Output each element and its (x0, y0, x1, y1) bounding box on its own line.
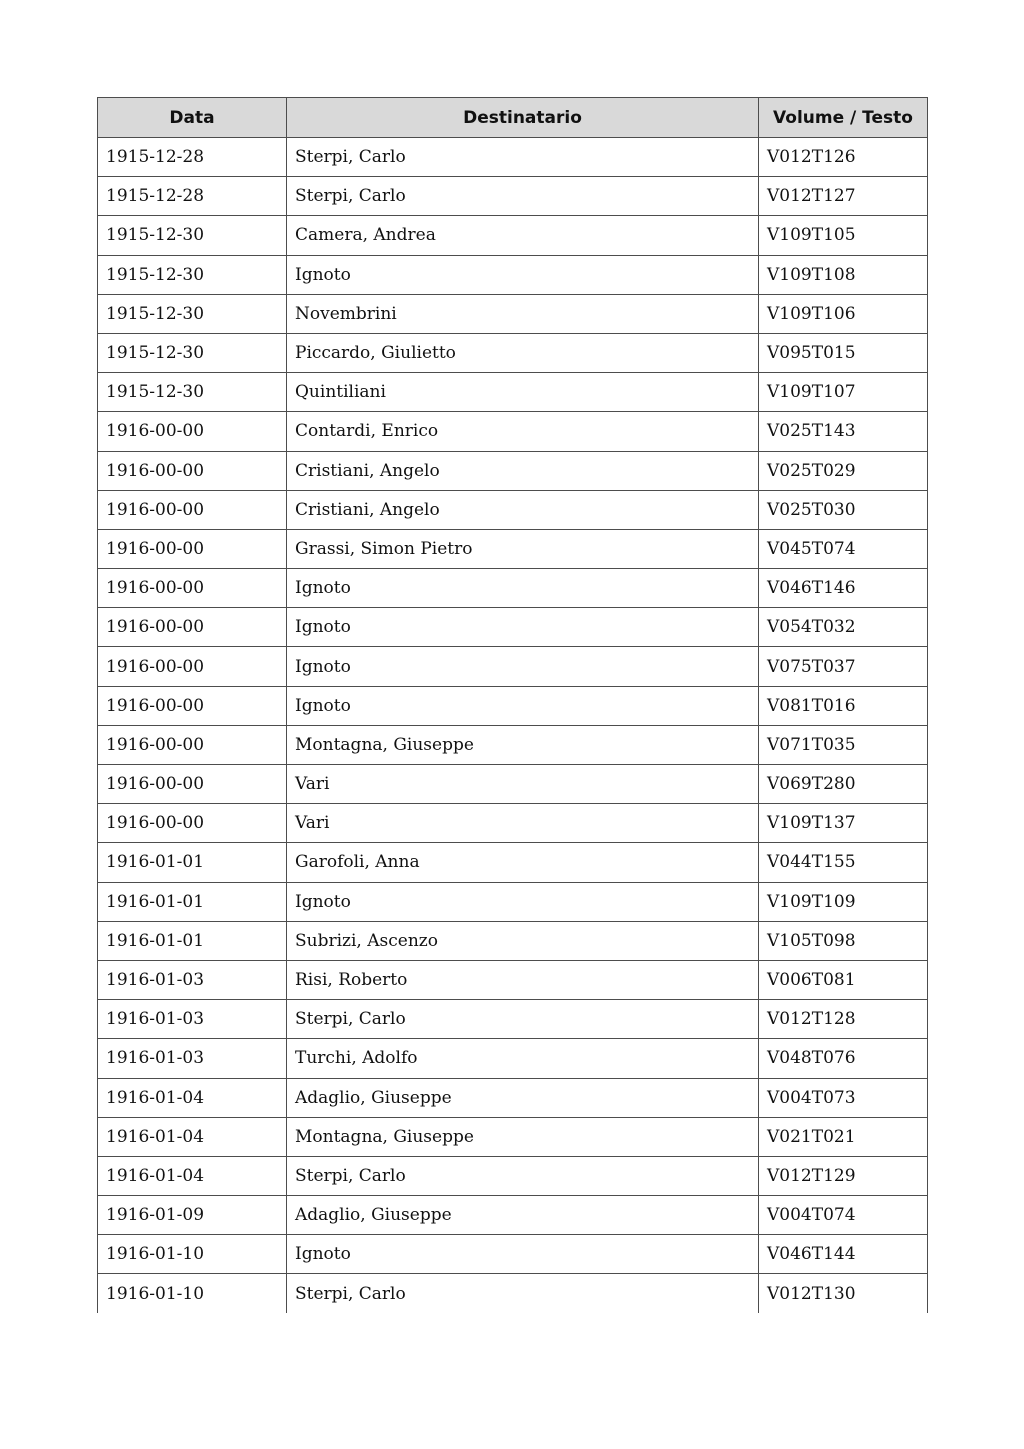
volume-text-cell: V025T030 (759, 490, 928, 529)
recipient-cell: Sterpi, Carlo (287, 177, 759, 216)
date-cell: 1916-00-00 (98, 529, 287, 568)
date-cell: 1916-00-00 (98, 686, 287, 725)
volume-text-cell: V075T037 (759, 647, 928, 686)
volume-text-cell: V046T146 (759, 569, 928, 608)
volume-text-cell: V012T127 (759, 177, 928, 216)
recipient-cell: Camera, Andrea (287, 216, 759, 255)
volume-text-cell: V109T109 (759, 882, 928, 921)
table-row (98, 255, 928, 294)
recipient-cell: Cristiani, Angelo (287, 490, 759, 529)
date-cell: 1916-00-00 (98, 490, 287, 529)
recipient-cell: Ignoto (287, 647, 759, 686)
recipient-cell: Adaglio, Giuseppe (287, 1078, 759, 1117)
date-cell: 1915-12-30 (98, 255, 287, 294)
recipient-cell: Ignoto (287, 686, 759, 725)
recipient-cell: Ignoto (287, 882, 759, 921)
recipient-cell: Ignoto (287, 255, 759, 294)
recipient-cell: Cristiani, Angelo (287, 451, 759, 490)
table-row (98, 1156, 928, 1195)
date-cell: 1915-12-30 (98, 333, 287, 372)
table-row (98, 216, 928, 255)
volume-text-cell: V105T098 (759, 921, 928, 960)
volume-text-cell: V025T029 (759, 451, 928, 490)
table-row (98, 1117, 928, 1156)
volume-text-cell: V109T137 (759, 804, 928, 843)
recipient-cell: Sterpi, Carlo (287, 138, 759, 177)
table-row (98, 451, 928, 490)
date-cell: 1916-01-01 (98, 882, 287, 921)
volume-text-cell: V025T143 (759, 412, 928, 451)
table-row (98, 960, 928, 999)
date-cell: 1916-01-09 (98, 1196, 287, 1235)
date-cell: 1916-00-00 (98, 647, 287, 686)
table-row (98, 843, 928, 882)
volume-text-cell: V045T074 (759, 529, 928, 568)
volume-text-cell: V012T128 (759, 1000, 928, 1039)
recipient-cell: Ignoto (287, 608, 759, 647)
column-header-data: Data (98, 98, 287, 138)
date-cell: 1916-01-04 (98, 1156, 287, 1195)
recipient-cell: Vari (287, 804, 759, 843)
table-row (98, 177, 928, 216)
date-cell: 1916-01-10 (98, 1274, 287, 1313)
date-cell: 1915-12-30 (98, 294, 287, 333)
date-cell: 1916-00-00 (98, 765, 287, 804)
recipient-cell: Turchi, Adolfo (287, 1039, 759, 1078)
date-cell: 1915-12-28 (98, 177, 287, 216)
volume-text-cell: V109T107 (759, 373, 928, 412)
volume-text-cell: V109T106 (759, 294, 928, 333)
date-cell: 1916-00-00 (98, 725, 287, 764)
recipient-cell: Sterpi, Carlo (287, 1156, 759, 1195)
volume-text-cell: V046T144 (759, 1235, 928, 1274)
table-row (98, 882, 928, 921)
column-header-volume-testo: Volume / Testo (759, 98, 928, 138)
recipient-cell: Garofoli, Anna (287, 843, 759, 882)
table-row (98, 333, 928, 372)
date-cell: 1916-01-03 (98, 1039, 287, 1078)
date-cell: 1916-01-01 (98, 921, 287, 960)
volume-text-cell: V004T073 (759, 1078, 928, 1117)
volume-text-cell: V012T130 (759, 1274, 928, 1313)
table-row (98, 529, 928, 568)
volume-text-cell: V048T076 (759, 1039, 928, 1078)
table-row (98, 490, 928, 529)
table-row (98, 138, 928, 177)
recipient-cell: Ignoto (287, 569, 759, 608)
table-row (98, 1235, 928, 1274)
volume-text-cell: V069T280 (759, 765, 928, 804)
table-header (98, 98, 928, 138)
table-row (98, 804, 928, 843)
volume-text-cell: V004T074 (759, 1196, 928, 1235)
date-cell: 1916-00-00 (98, 451, 287, 490)
recipient-cell: Sterpi, Carlo (287, 1000, 759, 1039)
table-row (98, 1196, 928, 1235)
date-cell: 1916-01-03 (98, 1000, 287, 1039)
table-row (98, 1078, 928, 1117)
recipient-cell: Subrizi, Ascenzo (287, 921, 759, 960)
date-cell: 1916-01-04 (98, 1078, 287, 1117)
recipient-cell: Ignoto (287, 1235, 759, 1274)
date-cell: 1916-01-10 (98, 1235, 287, 1274)
date-cell: 1916-00-00 (98, 569, 287, 608)
recipient-cell: Grassi, Simon Pietro (287, 529, 759, 568)
table-row (98, 569, 928, 608)
date-cell: 1915-12-30 (98, 373, 287, 412)
volume-text-cell: V109T108 (759, 255, 928, 294)
table-row (98, 725, 928, 764)
date-cell: 1916-01-04 (98, 1117, 287, 1156)
recipient-cell: Sterpi, Carlo (287, 1274, 759, 1313)
recipient-cell: Piccardo, Giulietto (287, 333, 759, 372)
recipient-cell: Montagna, Giuseppe (287, 725, 759, 764)
recipient-cell: Contardi, Enrico (287, 412, 759, 451)
table-row (98, 1000, 928, 1039)
table-row (98, 373, 928, 412)
column-header-destinatario: Destinatario (287, 98, 759, 138)
volume-text-cell: V081T016 (759, 686, 928, 725)
table-row (98, 647, 928, 686)
date-cell: 1916-00-00 (98, 412, 287, 451)
recipient-cell: Quintiliani (287, 373, 759, 412)
volume-text-cell: V095T015 (759, 333, 928, 372)
recipient-cell: Novembrini (287, 294, 759, 333)
table-row (98, 765, 928, 804)
recipient-cell: Vari (287, 765, 759, 804)
volume-text-cell: V012T126 (759, 138, 928, 177)
date-cell: 1916-01-03 (98, 960, 287, 999)
date-cell: 1915-12-30 (98, 216, 287, 255)
table-row (98, 608, 928, 647)
date-cell: 1916-00-00 (98, 608, 287, 647)
volume-text-cell: V071T035 (759, 725, 928, 764)
volume-text-cell: V044T155 (759, 843, 928, 882)
recipient-cell: Risi, Roberto (287, 960, 759, 999)
table-body (98, 138, 928, 1314)
header-row (98, 98, 928, 138)
table-row (98, 921, 928, 960)
volume-text-cell: V012T129 (759, 1156, 928, 1195)
volume-text-cell: V006T081 (759, 960, 928, 999)
table-row (98, 412, 928, 451)
table-row (98, 1274, 928, 1313)
table-row (98, 1039, 928, 1078)
table-row (98, 686, 928, 725)
letters-table (97, 97, 928, 1313)
volume-text-cell: V054T032 (759, 608, 928, 647)
recipient-cell: Adaglio, Giuseppe (287, 1196, 759, 1235)
date-cell: 1916-00-00 (98, 804, 287, 843)
volume-text-cell: V021T021 (759, 1117, 928, 1156)
recipient-cell: Montagna, Giuseppe (287, 1117, 759, 1156)
table-row (98, 294, 928, 333)
volume-text-cell: V109T105 (759, 216, 928, 255)
date-cell: 1916-01-01 (98, 843, 287, 882)
date-cell: 1915-12-28 (98, 138, 287, 177)
